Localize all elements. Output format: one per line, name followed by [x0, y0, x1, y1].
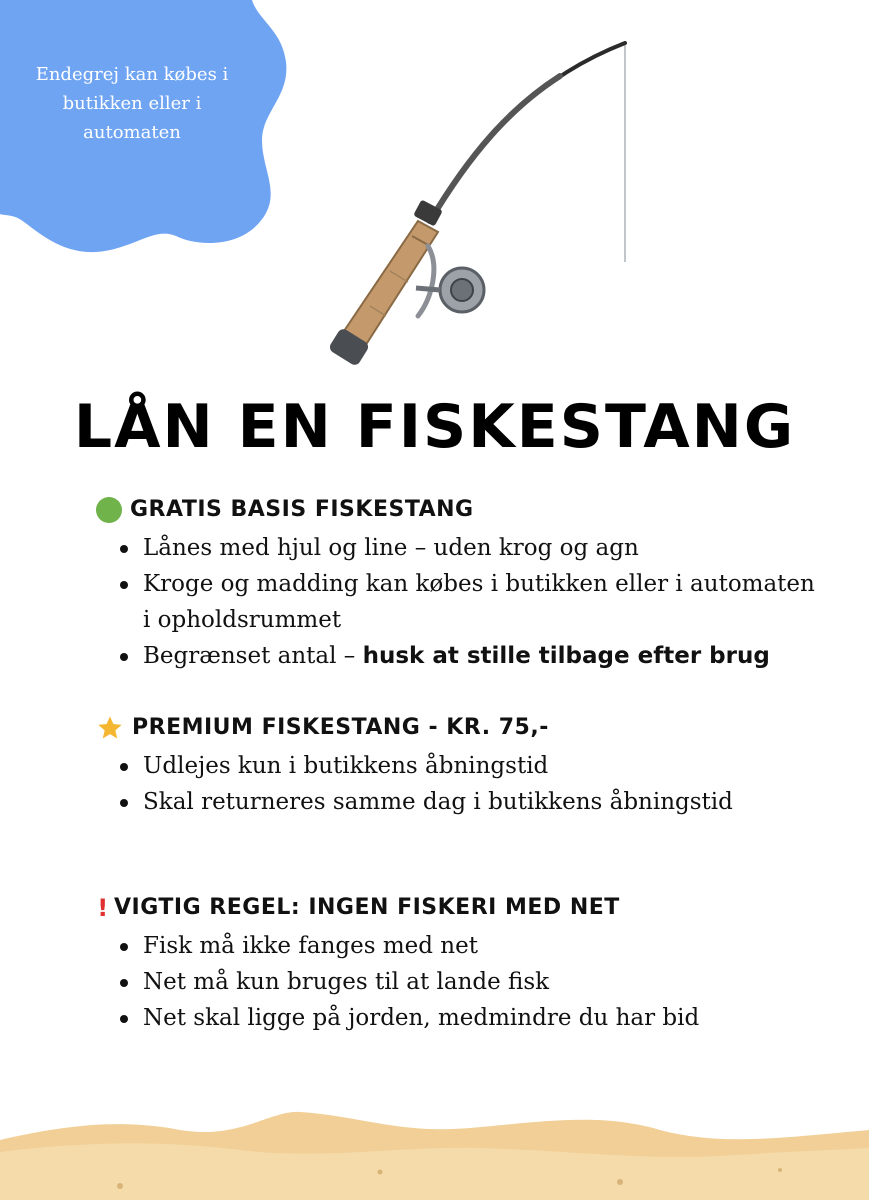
list-item: Fisk må ikke fanges med net: [96, 928, 816, 964]
green-circle-icon: [96, 497, 122, 523]
section-basic-rod: [96, 494, 816, 674]
list-item: Udlejes kun i butikkens åbningstid: [96, 748, 816, 784]
info-badge-line: butikken eller i: [62, 93, 202, 114]
page-title: LÅN EN FISKESTANG: [73, 392, 796, 462]
exclamation-icon: !: [97, 894, 109, 922]
section-heading: [96, 494, 816, 526]
section-heading-text: VIGTIG REGEL: INGEN FISKERI MED NET: [114, 895, 620, 920]
section-heading: [96, 712, 816, 744]
emphasis-text: husk at stille tilbage efter brug: [362, 643, 770, 669]
info-badge-line: automaten: [83, 122, 181, 143]
list-item: Begrænset antal – husk at stille tilbage efter brug: [96, 638, 816, 674]
list-item: Skal returneres samme dag i butikkens åbningstid: [96, 784, 816, 820]
section-heading: [96, 892, 816, 924]
info-badge-text: [14, 60, 250, 147]
sand-border: [0, 1090, 869, 1200]
section-heading-text: GRATIS BASIS FISKESTANG: [130, 497, 474, 522]
section-premium-rod: [96, 712, 816, 820]
fishing-rod-icon: [320, 36, 640, 371]
list-item: Kroge og madding kan købes i butikken eller i automaten i opholdsrummet: [96, 566, 816, 638]
star-icon: [96, 714, 124, 742]
list-item: Lånes med hjul og line – uden krog og agn: [96, 530, 816, 566]
info-badge-line: Endegrej kan købes i: [35, 64, 229, 85]
list-item: Net må kun bruges til at lande fisk: [96, 964, 816, 1000]
section-net-rule: [96, 892, 816, 1036]
section-heading-text: PREMIUM FISKESTANG - KR. 75,-: [132, 715, 549, 740]
list-item: Net skal ligge på jorden, medmindre du har bid: [96, 1000, 816, 1036]
